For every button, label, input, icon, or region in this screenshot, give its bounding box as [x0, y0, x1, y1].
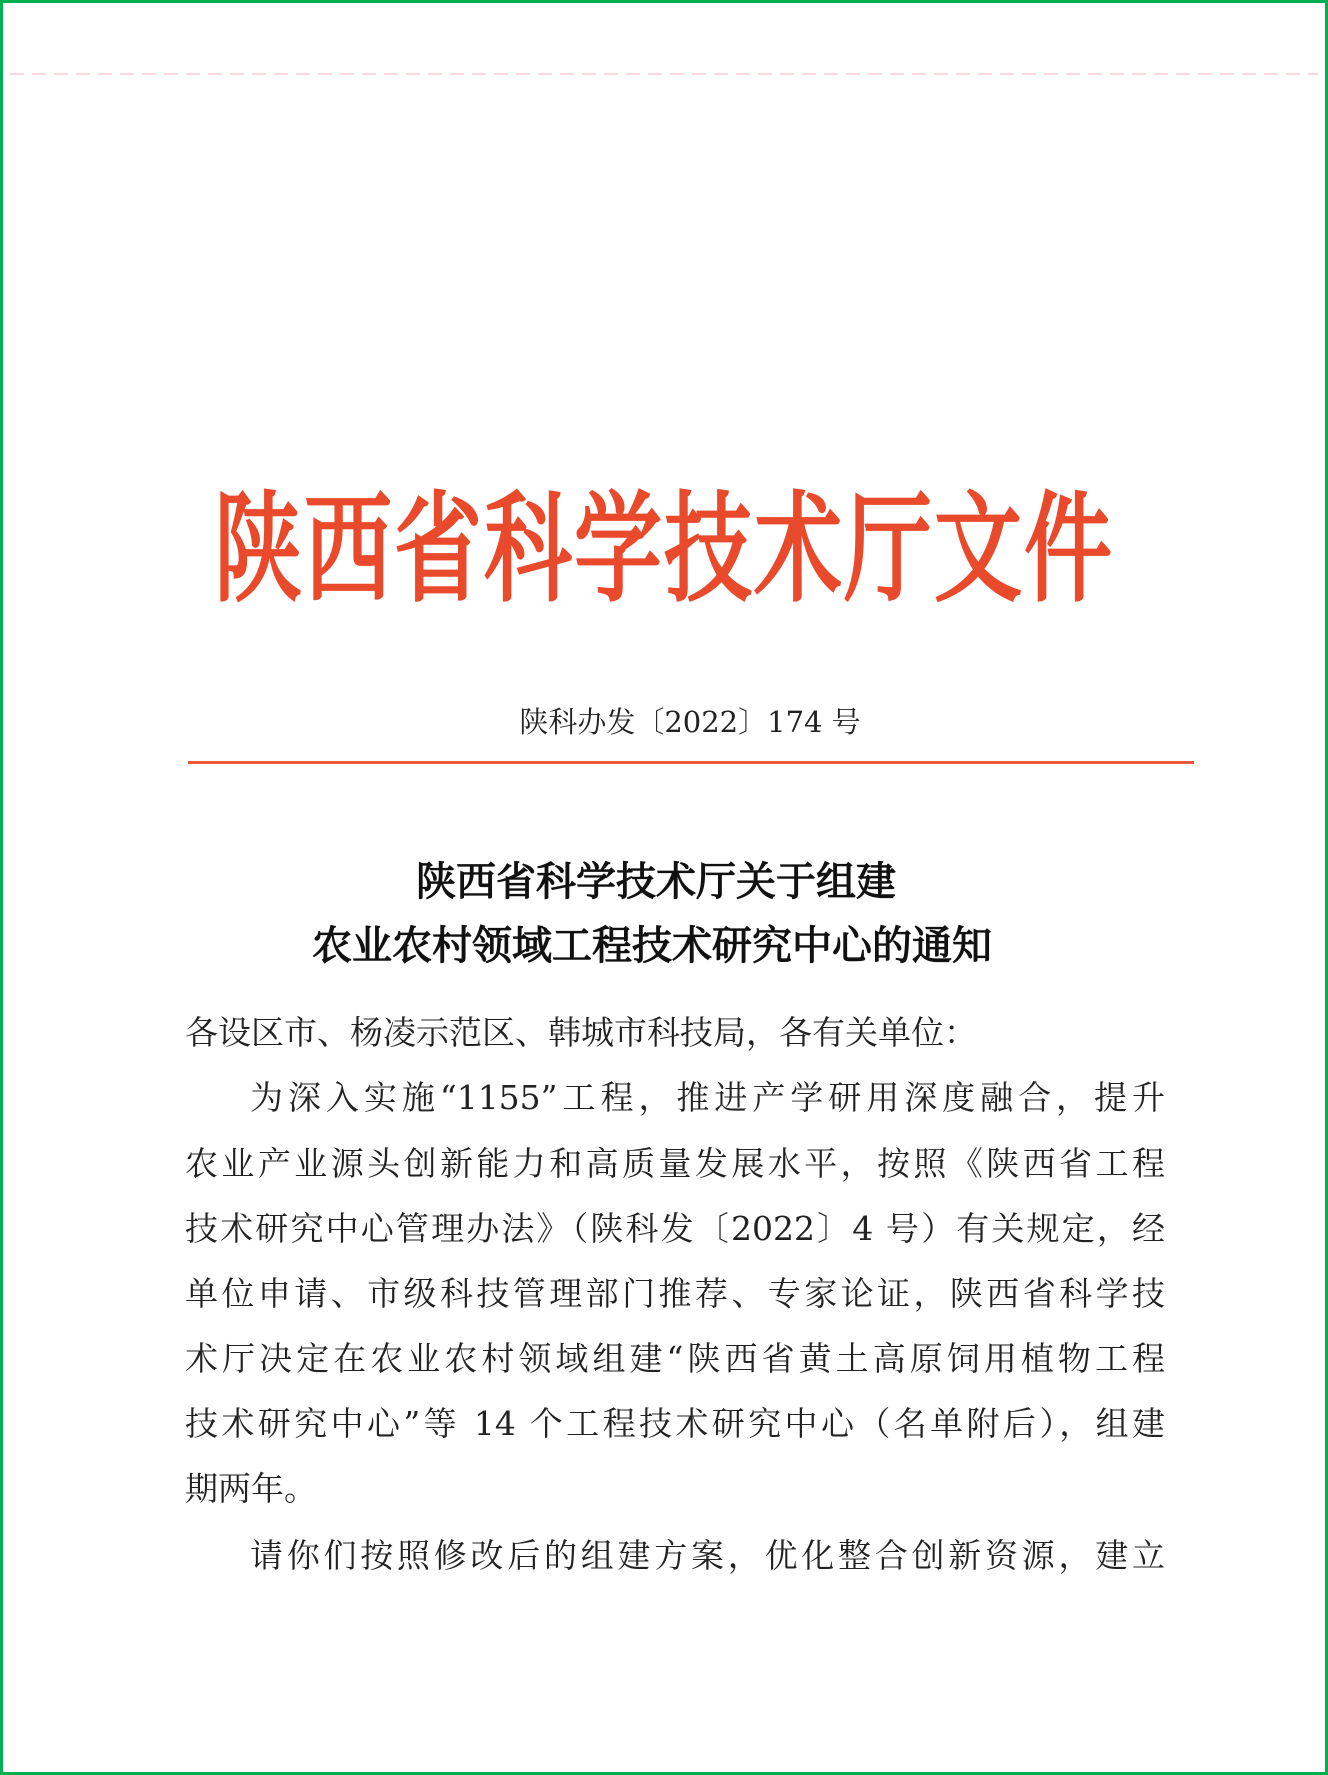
addressee: 各设区市、杨凌示范区、韩城市科技局，各有关单位：: [185, 1013, 977, 1052]
paragraph-line: 为深入实施“1155”工程，推进产学研用深度融合，提升: [250, 1078, 1165, 1117]
issuer-title: 陕西省科学技术厅文件: [213, 479, 1114, 619]
paragraph-line: 术厅决定在农业农村领域组建“陕西省黄土高原饲用植物工程: [185, 1339, 1165, 1378]
notice-title-line-2: 农业农村领域工程技术研究中心的通知: [312, 922, 992, 969]
paragraph-line: 技术研究中心”等 14 个工程技术研究中心（名单附后），组建: [185, 1404, 1165, 1443]
paragraph-line: 请你们按照修改后的组建方案，优化整合创新资源，建立: [250, 1536, 1165, 1575]
notice-title-line-1: 陕西省科学技术厅关于组建: [416, 858, 896, 905]
red-divider: [188, 761, 1194, 764]
paragraph-line: 期两年。: [185, 1469, 317, 1508]
document-number: 陕科办发〔2022〕174 号: [519, 705, 861, 739]
paragraph-line: 单位申请、市级科技管理部门推荐、专家论证，陕西省科学技: [185, 1274, 1165, 1313]
paragraph-line: 技术研究中心管理办法》（陕科发〔2022〕4 号）有关规定，经: [185, 1209, 1165, 1248]
paragraph-line: 农业产业源头创新能力和高质量发展水平，按照《陕西省工程: [185, 1144, 1165, 1183]
scan-artifact-line: [10, 73, 1318, 75]
